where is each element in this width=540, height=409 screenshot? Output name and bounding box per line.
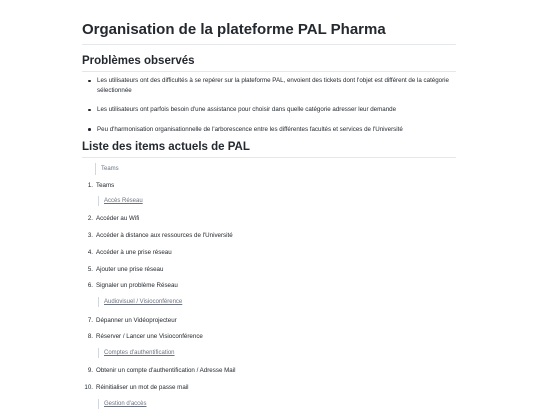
bullet-icon bbox=[88, 128, 91, 131]
sub-link-gestion-acces[interactable]: Gestion d'accès bbox=[98, 399, 147, 409]
items-heading: Liste des items actuels de PAL bbox=[82, 141, 250, 153]
items-divider bbox=[82, 157, 456, 158]
title-divider bbox=[82, 44, 456, 45]
list-item: 2. Accéder au Wifi bbox=[87, 215, 140, 222]
sub-link-comptes[interactable]: Comptes d'authentification bbox=[98, 348, 175, 358]
sub-link-acces-reseau[interactable]: Accès Réseau bbox=[98, 196, 143, 206]
problem-item: Les utilisateurs ont parfois besoin d'une assistance pour choisir dans quelle catégorie adresser leur demande bbox=[88, 105, 458, 115]
blockquote-teams: Teams bbox=[95, 163, 119, 175]
list-item: 9. Obtenir un compte d'authentification / Adresse Mail bbox=[87, 367, 236, 374]
list-item: 6. Signaler un problème Réseau bbox=[87, 282, 178, 289]
problem-item: Peu d'harmonisation organisationnelle de l'arborescence entre les différentes facultés et services de l'Université bbox=[88, 125, 458, 135]
problems-divider bbox=[82, 71, 456, 72]
problem-item: Les utilisateurs ont des difficultés à se repérer sur la plateforme PAL, envoient des tickets dont l'objet est différent de la catégorie sélectionnée bbox=[88, 76, 458, 95]
list-item: 8. Réserver / Lancer une Visioconférence bbox=[87, 333, 203, 340]
sub-link-audiovisuel[interactable]: Audiovisuel / Visioconférence bbox=[98, 297, 182, 307]
problems-list bbox=[88, 76, 458, 144]
list-item: 3. Accéder à distance aux ressources de l'Université bbox=[87, 232, 233, 239]
problems-heading: Problèmes observés bbox=[82, 55, 195, 67]
list-item: 1. Teams bbox=[87, 182, 115, 189]
bullet-icon bbox=[88, 80, 91, 83]
list-item: 5. Ajouter une prise réseau bbox=[87, 266, 164, 273]
bullet-icon bbox=[88, 109, 91, 112]
list-item: 4. Accéder à une prise réseau bbox=[87, 249, 172, 256]
list-item: 7. Dépanner un Vidéoprojecteur bbox=[87, 317, 177, 324]
page-title: Organisation de la plateforme PAL Pharma bbox=[82, 21, 386, 38]
list-item: 10. Réinitialiser un mot de passe mail bbox=[84, 384, 189, 391]
